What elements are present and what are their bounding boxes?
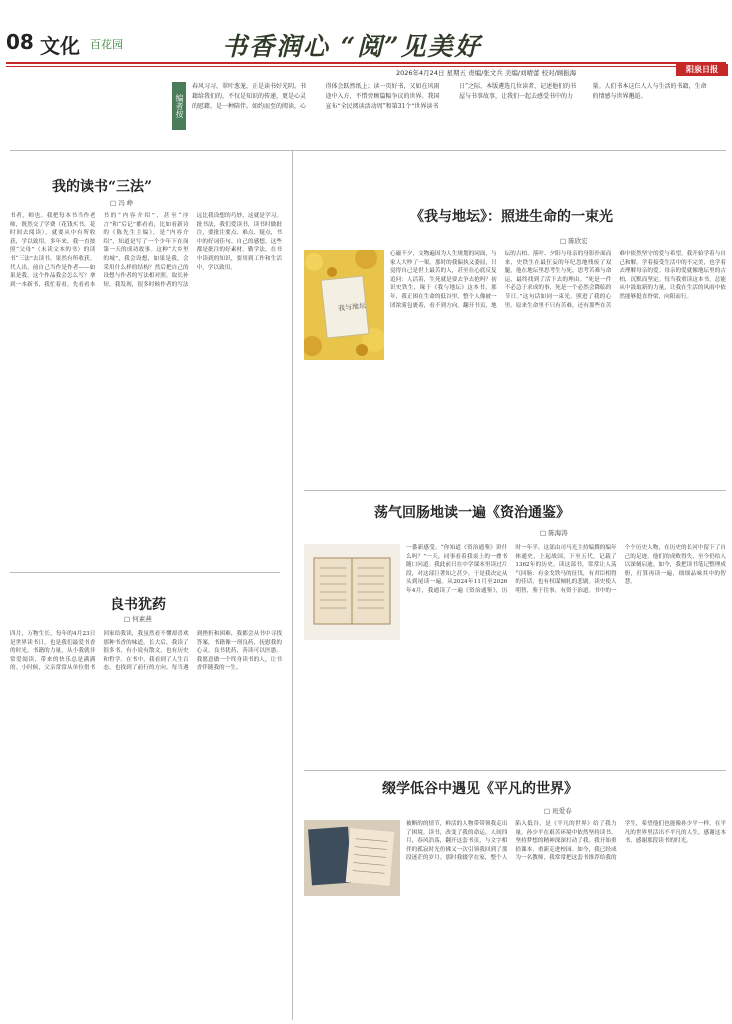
article-author: □ 陈海涛 (540, 529, 568, 537)
section-subtitle: 百花园 (90, 38, 123, 51)
article-body: 心磁不夕，文物遍因为人生规划的同面，与家人大吵了一架。那时的我偏执又委屈，只觉得自己是世上最苦的人，甚至在心底反复追问：人活着，生死就是要去争去抢吗？初识史铁生，缘于《我与地坛》这本书。那年，我正困在生命的低谷里，整个人像被一团浓雾包裹着，看不到方向。翻开书页，地坛的古柏、落叶、夕阳与母亲的身影扑面而来，史铁生在最狂妄的年纪忽地残废了双腿，他在地坛里思考生与死，思考苦难与命运，最终找到了活下去的理由。“死是一件不必急于求成的事，死是一个必然会降临的节日。”这句话如同一束光，照进了我的心里。原来生命里不只有苦难，还有那些在苦难中依然坚守的爱与希望。我开始学着与自己和解，学着接受生活中的不完美，也学着去理解母亲的爱。母亲的爱就像地坛里的古柏，沉默而坚定。每当我重读这本书，总能从中汲取新的力量，让我在生活的风雨中依然能够挺直脊梁，向阳而行。 (390, 251, 726, 309)
section-divider (304, 770, 726, 771)
old-book-photo (304, 544, 400, 640)
article-title: 荡气回肠地读一遍《资治通鉴》 (374, 505, 570, 521)
section-divider (304, 490, 726, 491)
masthead (0, 0, 732, 77)
page-number: 08 (6, 30, 34, 54)
issue-meta: 2026年4月24日 星期五 责编/张文兵 美编/刘晴蕾 校对/顾振海 (396, 69, 577, 77)
editor-note-text: 春风习习，翠叶葱茏，正是读书好光阴。书籍给我们的，不仅是知识的传递，更是心灵的慰藉、是一种陪伴。如约而至的阅读，心得体会跃然纸上；读一页好书，又如在风雨途中入方，不惜旁顾篇幅争议的世界。我国宣布“全民阅读活动周”和第31个“世界读书日”之际，本版遴选几位读者，记述他们的书屋与书事故事，让我们一起去感受书中的力量。人们书本这仨人人与生活的书籍，生命的情感与世界邂逅。 (192, 83, 707, 110)
page-banner-headline: 书香润心 “阅”见美好 (222, 32, 482, 61)
reading-book-photo (304, 820, 400, 896)
editor-note-label: 编者按 (172, 82, 186, 130)
section-divider (10, 150, 726, 151)
article-title: 我的读书“三法” (52, 179, 153, 195)
article-title: 良书犹药 (110, 597, 166, 613)
article-author: □ 何素燕 (124, 615, 152, 623)
column-divider (292, 150, 293, 1020)
section-divider (10, 572, 280, 573)
article-author: □ 陈欣宏 (560, 237, 588, 245)
masthead-rule-thin (6, 66, 726, 67)
newspaper-logo: 阳泉日报 (676, 64, 728, 76)
ginkgo-book-photo (304, 250, 384, 360)
article-title: 《我与地坛》：照进生命的一束光 (410, 209, 613, 225)
article-body: 四月，万物生长，每年的4月23日是世界读书日，也是我们最爱书香的时光。书籍的力量，从小我就非常爱阅读，带来的快乐总是满满的。小时候，父亲常常从单位借书回家给我读，我虽然看不懂却喜欢那种书香的味道。长大后，我读了很多书，有小说有散文，也有历史和哲学。在书中，我看到了人生百态，也找到了前行的方向。每当遇到挫折和困难，我都会从书中寻找答案，书籍像一剂良药，抚慰我的心灵。良书犹药，善读可以医愚。我愿意做一个终身读书的人，让书香伴随我的一生。 (10, 631, 282, 672)
article-body: 被断的的情节，鲜活的人物带带领我走出了困境。读书，改变了我的命运。人间四月，春风浩荡，翻开这套书页，与文字相伴的孤寂时光仿佛又一次引领我回到了那段迷茫的岁月。那时我辍学在家，整个人陷入低谷，是《平凡的世界》给了我力量。孙少平在艰苦环境中依然坚持读书、坚持梦想的精神深深打动了我。我开始重拾课本，重新走进校园。如今，我已经成为一名教师，我常常把这套书推荐给我的学生，希望他们也能像孙少平一样，在平凡的世界里活出不平凡的人生。感谢这本书，感谢那段读书的时光。 (406, 821, 726, 862)
article-body: 一番新感受。“你知道《资治通鉴》讲什么吗？”一天，同事看着我桌上的一叠书随口问道。我此前只在中学课本里读过片段，对这部巨著知之甚少。于是我决定从头到尾读一遍。从2024年11月至2026年4月，我通读了一遍《资治通鉴》，历时一年半。这部由司马光主持编撰的编年体通史，上起战国，下至五代，记载了1362年的历史。读这部书，常常让人荡气回肠：有金戈铁马的征伐，有君臣相得的佳话，也有权谋倾轧的悲剧。读史使人明智，鉴于往事，有资于治道。书中的一个个历史人物，在历史的长河中留下了自己的足迹，他们的成败得失，至今仍给人以深刻启迪。如今，我把读书笔记整理成册，打算再读一遍，细细品味其中的智慧。 (406, 545, 726, 594)
section-title: 文化 (40, 34, 80, 58)
svg-text:我与地坛: 我与地坛 (337, 301, 367, 313)
article-title: 缀学低谷中遇见《平凡的世界》 (382, 781, 578, 797)
article-body: 书者，师也。我把每本书当作老师，既然交了学费（花钱买书，花时间去阅读），就要从中有所收获，学以致用。多年来，我一直按照“父母”（未读文本的书）的读书“三法”去读书，果然有所收获。代人出，前自己当作是作者——如果是我，这个作品我会怎么写？拿到一本新书，我忙着看，先看看本书的“内容介绍”，甚至“序言”和“后记”都看看，比如看新诗的《陈先生主编》，是“内容介绍”，知道是写了一个少年下在岗第一天的成功故事。这种“大乡里的城”，我会设想，如果是我，会采用什么样的结构？然后把自己的设想与作者的写法相对照，取长补短，我发现，很多时候作者的写法远比我设想的巧妙，这就是学习。批书法，我们爱读书，读书时做批注，要批注要点、难点、疑点，书中的好词佳句、自己的感想，这些都是批注的好素材。勤学法，在书中读到的知识，要用到工作和生活中，学以致用。 (10, 213, 282, 288)
article-author: □ 班爱春 (544, 807, 572, 815)
masthead-rule (6, 62, 726, 64)
article-author: □ 冯 峥 (110, 199, 134, 207)
